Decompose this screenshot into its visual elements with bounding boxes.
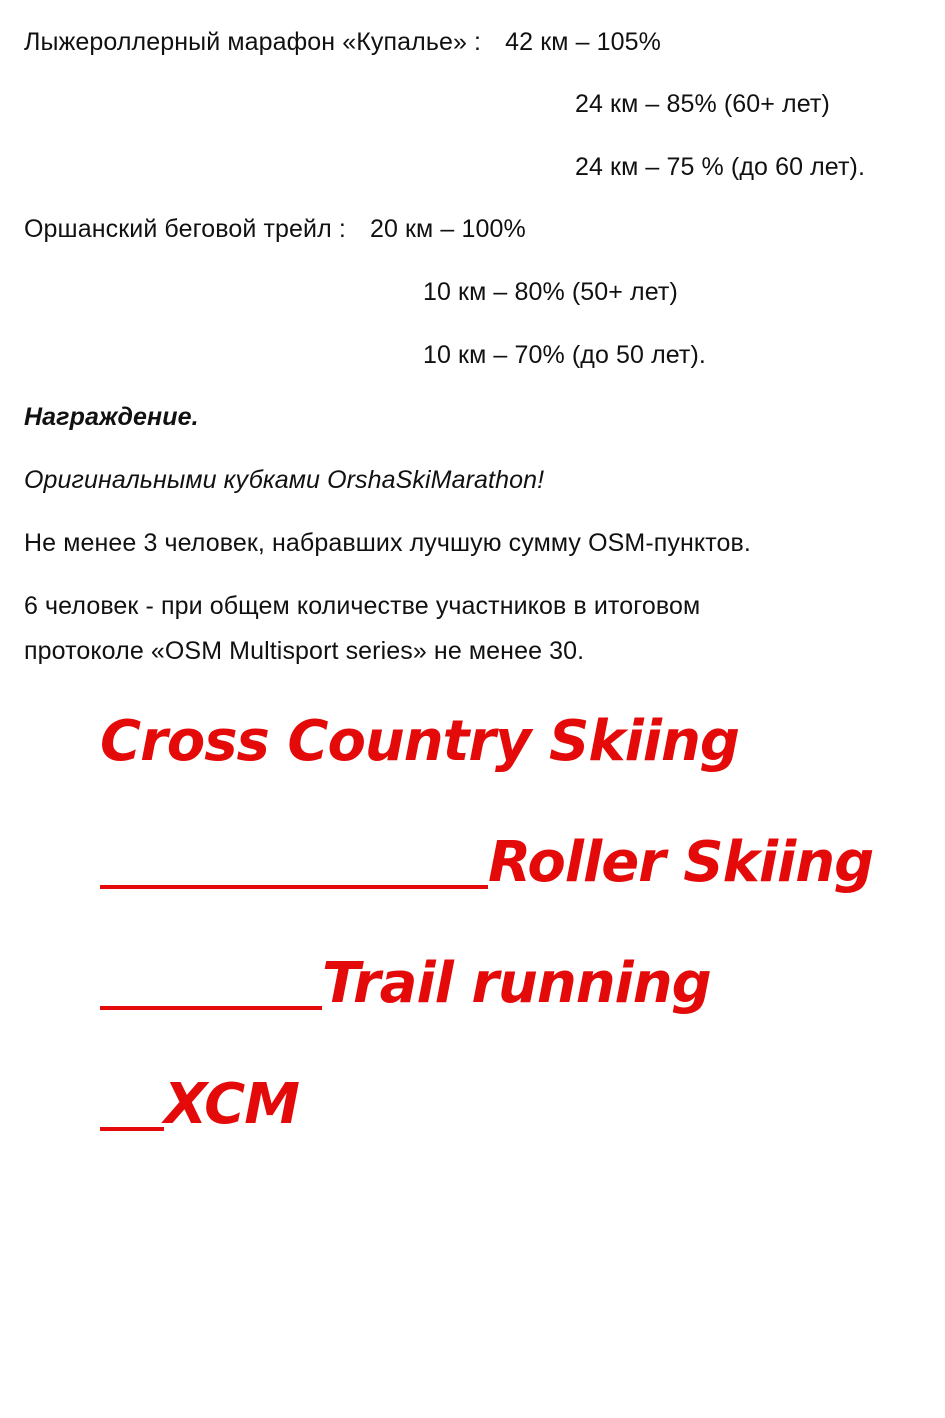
trail-row-1: [24, 214, 526, 244]
marathon-distance-1: 42 км – 105%: [505, 28, 661, 56]
sport-cross-country-skiing: [100, 710, 739, 774]
sport-trail-running: [100, 952, 711, 1016]
sport-roller-label: Roller Skiing: [488, 830, 874, 895]
award-rule-2-line-1: 6 человек - при общем количестве участников в итоговом: [24, 592, 701, 620]
sport-xcm-label: XCM: [164, 1072, 300, 1137]
sport-xcm: [100, 1073, 299, 1137]
marathon-distance-3: 24 км – 75 % (до 60 лет).: [575, 153, 865, 181]
award-subheading: Оригинальными кубками OrshaSkiMarathon!: [24, 466, 545, 494]
underline-pad: [100, 1005, 322, 1010]
marathon-label: Лыжероллерный марафон «Купалье» :: [24, 28, 482, 56]
sport-cross-country-label: Cross Country Skiing: [100, 709, 739, 774]
sport-roller-skiing: [100, 831, 873, 895]
trail-label: Оршанский беговой трейл :: [24, 215, 346, 243]
award-rule-2-line-2: протоколе «OSM Multisport series» не менее 30.: [24, 637, 585, 665]
marathon-distance-2: 24 км – 85% (60+ лет): [575, 90, 830, 118]
trail-distance-3: 10 км – 70% (до 50 лет).: [423, 341, 706, 369]
award-heading: Награждение.: [24, 403, 199, 431]
trail-distance-2: 10 км – 80% (50+ лет): [423, 278, 678, 306]
sport-trail-running-label: Trail running: [322, 951, 711, 1016]
marathon-row-1: [24, 27, 661, 57]
trail-distance-1: 20 км – 100%: [369, 215, 526, 243]
underline-pad: [100, 884, 488, 889]
award-rule-1: Не менее 3 человек, набравших лучшую сумму OSM-пунктов.: [24, 529, 751, 557]
underline-pad: [100, 1126, 164, 1131]
